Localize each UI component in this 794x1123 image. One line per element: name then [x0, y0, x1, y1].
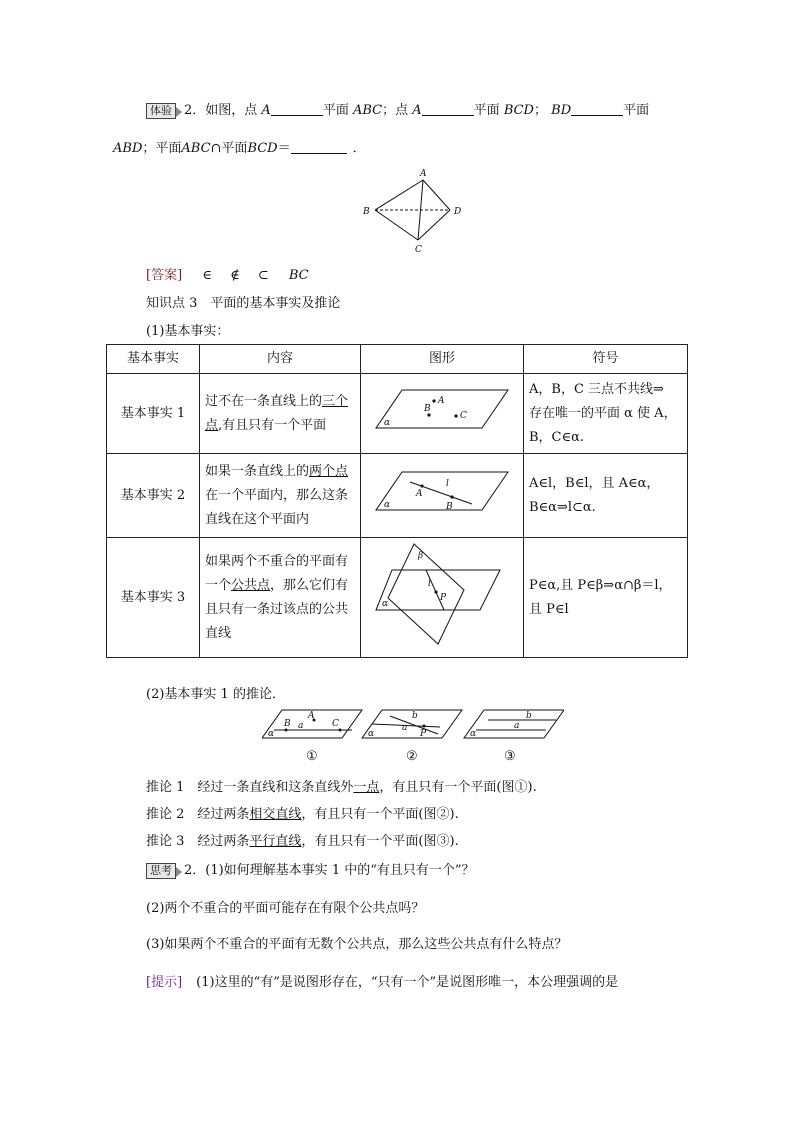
svg-text:a: a — [298, 721, 304, 731]
svg-text:A: A — [416, 489, 423, 499]
thinking-q1: 思考 2．(1)如何理解基本事实 1 中的“有且只有一个”？ — [146, 859, 475, 879]
svg-text:b: b — [526, 711, 532, 721]
figure-number-3: ③ — [504, 749, 516, 764]
svg-text:C: C — [332, 719, 339, 729]
vertex-d-label: D — [454, 207, 462, 217]
table-row: 基本事实 3 如果两个不重合的平面有一个公共点，那么它们有且只有一条过该点的公共直线 β l P α P∈α,且 P∈β⇒α∩β＝l， 且 P∈l — [107, 538, 688, 658]
answer-line: [答案] ∈ ∉ ⊂ BC — [146, 268, 309, 283]
svg-text:α: α — [368, 729, 375, 739]
line-l — [426, 570, 444, 610]
svg-text:α: α — [268, 729, 275, 739]
table-row: 基本事实 2 如果一条直线上的两个点在一个平面内，那么这条直线在这个平面内 A B l α A∈l，B∈l，且 A∈α， B∈α⇒l⊂α. — [107, 454, 688, 538]
plane-beta — [388, 544, 464, 644]
hint-line: [提示] (1)这里的“有”是说图形存在，“只有一个”是说图形唯一，本公理强调的是 — [146, 975, 619, 990]
svg-text:A: A — [308, 711, 315, 721]
corollary-1: 推论 1 经过一条直线和这条直线外一点，有且只有一个平面(图①). — [146, 780, 537, 795]
svg-text:B: B — [424, 404, 431, 414]
thinking-q2: (2)两个不重合的平面可能存在有限个公共点吗？ — [146, 901, 425, 916]
blank-2 — [422, 101, 474, 116]
corollary-2: 推论 2 经过两条相交直线，有且只有一个平面(图②). — [146, 807, 459, 822]
header-figure: 图形 — [361, 345, 524, 374]
fact2-figure — [372, 466, 512, 516]
svg-text:B: B — [446, 502, 453, 512]
svg-text:α: α — [384, 418, 391, 428]
edge-ab — [375, 180, 423, 210]
svg-text:b: b — [412, 711, 418, 721]
blank-3 — [571, 101, 623, 116]
svg-text:a: a — [514, 721, 520, 731]
figure-number-2: ② — [406, 749, 418, 764]
fact3-figure — [372, 540, 512, 646]
svg-text:P: P — [440, 593, 447, 603]
svg-text:l: l — [428, 579, 431, 589]
svg-text:P: P — [420, 729, 427, 739]
point-a — [432, 399, 435, 402]
thinking-q3: (3)如果两个不重合的平面有无数个公共点，那么这些公共点有什么特点？ — [146, 937, 568, 952]
vertex-a-label: A — [420, 169, 427, 179]
basic-facts-table — [106, 344, 688, 658]
vertex-c-label: C — [415, 245, 422, 255]
corollary-3: 推论 3 经过两条平行直线，有且只有一个平面(图③). — [146, 834, 459, 849]
thinking-tag: 思考 — [146, 863, 176, 879]
blank-1 — [271, 101, 323, 116]
svg-text:A: A — [438, 396, 445, 406]
svg-text:C: C — [460, 411, 467, 421]
corollary-figures — [262, 706, 564, 766]
point-c — [454, 414, 457, 417]
tetrahedron-figure — [360, 166, 470, 258]
exercise-tag: 体验 — [146, 103, 176, 119]
edge-bc — [375, 210, 418, 240]
vertex-b-label: B — [363, 207, 370, 217]
exercise-line-2: ABD；平面ABC∩平面BCD＝ ． — [113, 141, 366, 156]
header-symbol: 符号 — [524, 345, 688, 374]
exercise-line-1: 体验 2．如图，点 A 平面 ABC；点 A 平面 BCD； BD 平面 — [146, 99, 649, 119]
svg-text:α: α — [384, 500, 391, 510]
section-sub-1: (1)基本事实： — [146, 324, 230, 339]
edge-cd — [418, 210, 450, 240]
svg-text:a: a — [402, 723, 408, 733]
svg-text:α: α — [382, 599, 389, 609]
figure-number-1: ① — [306, 749, 318, 764]
header-content: 内容 — [200, 345, 361, 374]
edge-ad — [423, 180, 450, 210]
svg-text:α: α — [470, 729, 477, 739]
blank-4 — [291, 139, 347, 154]
fact1-figure — [372, 384, 512, 434]
answer-tag: [答案] — [146, 268, 183, 283]
hint-tag: [提示] — [146, 975, 183, 990]
svg-text:β: β — [418, 551, 424, 561]
section-title: 知识点 3 平面的基本事实及推论 — [146, 296, 341, 311]
corollary-title: (2)基本事实 1 的推论． — [146, 687, 285, 702]
table-row: 基本事实 1 过不在一条直线上的三个点,有且只有一个平面 A B C α A，B，C 三点不共线⇒ 存在唯一的平面 α 使 A， B，C∈α. — [107, 374, 688, 454]
svg-text:B: B — [284, 719, 291, 729]
header-basic-fact: 基本事实 — [107, 345, 200, 374]
svg-text:l: l — [446, 479, 449, 489]
